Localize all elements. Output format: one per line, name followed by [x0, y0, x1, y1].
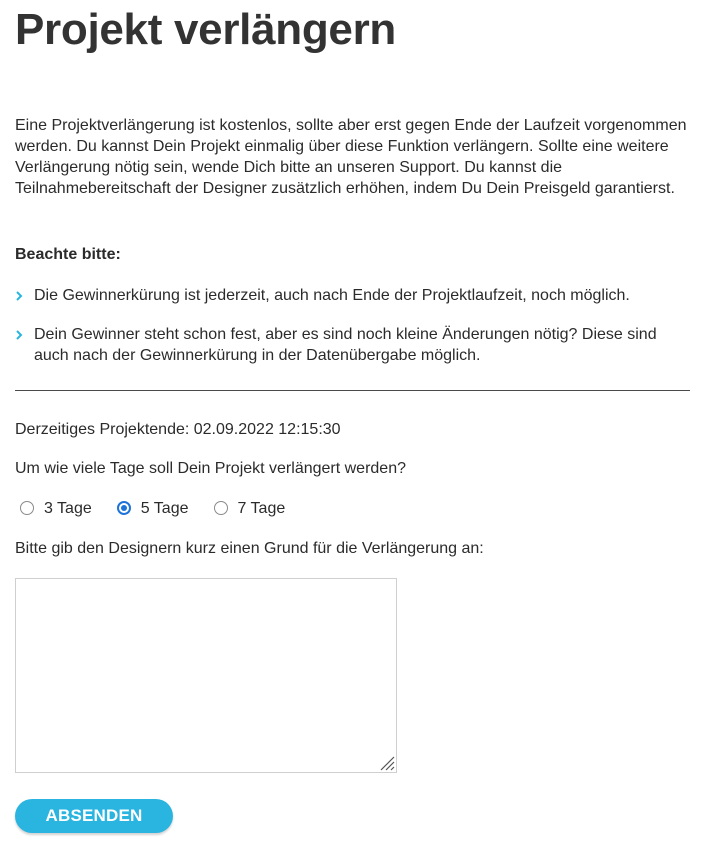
- divider: [15, 390, 690, 391]
- days-radio-group: [20, 496, 310, 520]
- note-text: Die Gewinnerkürung ist jederzeit, auch nach Ende der Projektlaufzeit, noch möglich.: [34, 287, 630, 304]
- radio-button[interactable]: [117, 501, 131, 515]
- intro-text: Eine Projektverlängerung ist kostenlos, sollte aber erst gegen Ende der Laufzeit vorgenommen werden. Du kannst Dein Projekt einmalig über diese Funktion verlängern. Sollte eine weitere Verlängerung nötig sein, wende Dich bitte an unseren Support. Du kannst die Teilnahmebereitschaft der Designer zusätzlich erhöhen, indem Du Dein Preisgeld garantierst.: [15, 117, 687, 197]
- radio-option-7-days[interactable]: [214, 498, 286, 519]
- radio-label: 3 Tage: [44, 499, 92, 517]
- list-item: [15, 324, 690, 366]
- reason-prompt: Bitte gib den Designern kurz einen Grund für die Verlängerung an:: [15, 540, 484, 557]
- submit-button[interactable]: ABSENDEN: [15, 799, 173, 833]
- reason-textarea[interactable]: [15, 578, 397, 773]
- radio-option-3-days[interactable]: [20, 498, 92, 519]
- radio-label: 7 Tage: [237, 499, 286, 517]
- note-text: Dein Gewinner steht schon fest, aber es sind noch kleine Änderungen nötig? Diese sind auch nach der Gewinnerkürung in der Datenübergabe möglich.: [34, 326, 657, 364]
- radio-option-5-days[interactable]: [117, 498, 189, 519]
- days-question: Um wie viele Tage soll Dein Projekt verlängert werden?: [15, 460, 406, 477]
- radio-label: 5 Tage: [140, 499, 189, 517]
- chevron-right-icon: [15, 285, 25, 306]
- page-title: Projekt verlängern: [15, 5, 396, 54]
- notes-list: [15, 285, 690, 384]
- radio-button[interactable]: [20, 501, 34, 515]
- radio-button[interactable]: [214, 501, 228, 515]
- current-project-end: Derzeitiges Projektende: 02.09.2022 12:15:30: [15, 421, 341, 438]
- note-heading: Beachte bitte:: [15, 246, 121, 263]
- list-item: [15, 285, 690, 306]
- resize-grip-icon[interactable]: [377, 753, 395, 771]
- chevron-right-icon: [15, 324, 25, 345]
